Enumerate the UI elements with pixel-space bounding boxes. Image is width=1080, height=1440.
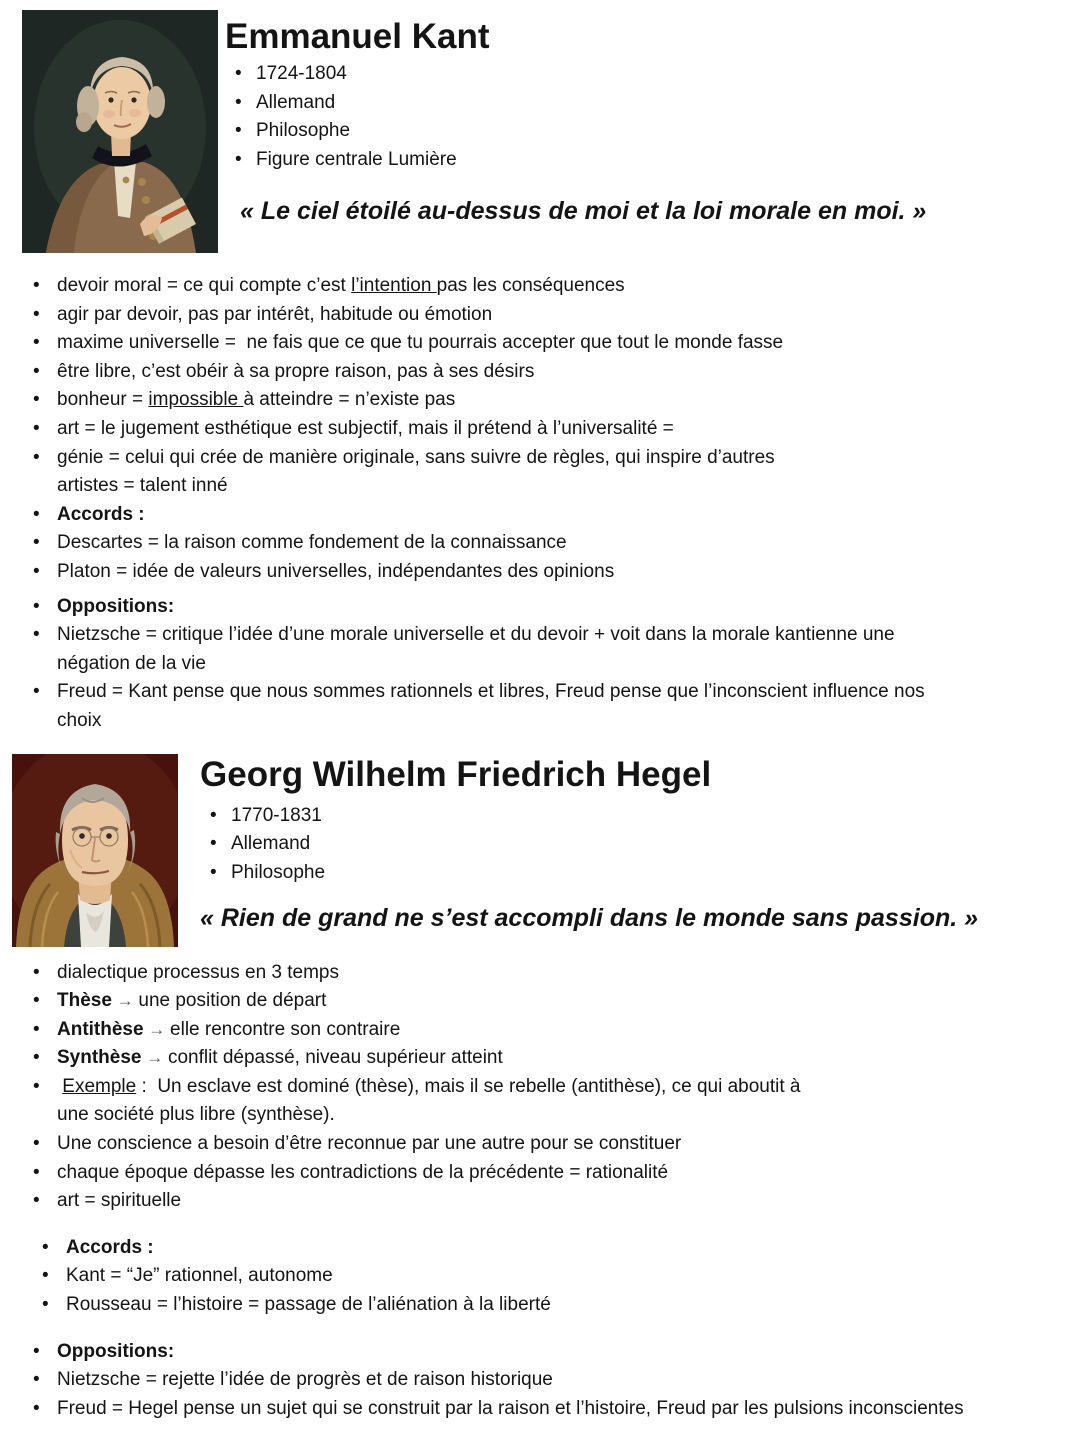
- list-item: [42, 1262, 1061, 1291]
- bullet-icon: •: [33, 1047, 40, 1069]
- list-item: [33, 1130, 1061, 1159]
- bullet-icon: •: [33, 1190, 40, 1212]
- list-item: [33, 272, 1061, 301]
- list-item-text: Nietzsche = rejette l’idée de progrès et de raison historique: [57, 1369, 553, 1391]
- bullet-icon: •: [33, 595, 40, 617]
- list-item-text: Freud = Hegel pense un sujet qui se construit par la raison et l’histoire, Freud par les pulsions inconscientes: [57, 1397, 964, 1419]
- hegel-portrait-image: [12, 754, 178, 947]
- list-item: [33, 1073, 1061, 1130]
- list-item: [210, 802, 1065, 831]
- hegel-header: [22, 754, 1065, 947]
- list-item-text: Philosophe: [256, 120, 351, 142]
- bullet-icon: •: [33, 389, 40, 411]
- kant-portrait-art: [22, 10, 218, 253]
- list-item: [33, 1159, 1061, 1188]
- page-title-hegel: Georg Wilhelm Friedrich Hegel: [200, 754, 712, 794]
- list-item-text: chaque époque dépasse les contradictions de la précédente = rationalité: [57, 1161, 669, 1183]
- list-item: [33, 593, 1061, 622]
- list-item-text: maxime universelle = ne fais que ce que tu pourrais accepter que tout le monde fasse: [57, 332, 784, 354]
- list-item-text: art = le jugement esthétique est subjectif, mais il prétend à l’universalité =: [57, 417, 674, 439]
- list-item-text: Une conscience a besoin d’être reconnue par une autre pour se constituer: [57, 1133, 682, 1155]
- page-title-kant: Emmanuel Kant: [225, 17, 490, 56]
- list-item: [33, 1044, 1061, 1073]
- list-item-text: Figure centrale Lumière: [256, 148, 457, 170]
- list-item: [210, 830, 1065, 859]
- list-item-text: 1724-1804: [256, 63, 347, 84]
- list-item-text: bonheur = impossible à atteindre = n’existe pas: [57, 389, 456, 411]
- list-item-text: Oppositions:: [57, 1340, 175, 1362]
- list-item-text: Nietzsche = critique l’idée d’une morale universelle et du devoir + voit dans la morale kantienne une négation de la vie: [57, 624, 895, 674]
- list-item: [33, 959, 1061, 988]
- list-item: [33, 987, 1061, 1016]
- list-item: [33, 301, 1061, 330]
- bullet-icon: •: [42, 1236, 49, 1258]
- list-item-text: Allemand: [231, 833, 311, 855]
- list-item: [42, 1234, 1061, 1263]
- bullet-icon: •: [42, 1294, 49, 1316]
- list-item-text: Exemple : Un esclave est dominé (thèse), mais il se rebelle (antithèse), ce qui aboutit à une société plus libre (synthèse).: [57, 1075, 801, 1126]
- bullet-icon: •: [33, 303, 40, 325]
- bullet-icon: •: [33, 1397, 40, 1419]
- list-item-text: Descartes = la raison comme fondement de la connaissance: [57, 532, 567, 554]
- bullet-icon: •: [33, 1161, 40, 1183]
- list-item-text: Platon = idée de valeurs universelles, indépendantes des opinions: [57, 560, 615, 582]
- list-item-text: Philosophe: [231, 861, 326, 883]
- bullet-icon: •: [33, 1075, 40, 1097]
- list-item: [33, 1366, 1061, 1395]
- list-item: [33, 329, 1061, 358]
- list-item-text: art = spirituelle: [57, 1190, 182, 1212]
- bullet-icon: •: [33, 624, 40, 646]
- kant-header: [22, 10, 1065, 253]
- list-item: [210, 859, 1065, 888]
- bullet-icon: •: [33, 1018, 40, 1040]
- bullet-icon: •: [33, 446, 40, 468]
- bullet-icon: •: [235, 148, 242, 170]
- list-item-text: Rousseau = l’histoire = passage de l’aliénation à la liberté: [66, 1294, 551, 1316]
- list-item: [33, 358, 1061, 387]
- list-item: [33, 501, 1061, 530]
- hegel-facts-list: [200, 802, 1065, 888]
- list-item-text: Allemand: [256, 91, 336, 113]
- hegel-header-text: [200, 754, 1065, 934]
- list-item: [235, 89, 1065, 118]
- list-item: [235, 60, 1065, 89]
- bullet-icon: •: [210, 833, 217, 855]
- bullet-icon: •: [33, 681, 40, 703]
- bullet-icon: •: [33, 990, 40, 1012]
- list-item-text: génie = celui qui crée de manière originale, sans suivre de règles, qui inspire d’autres artistes = talent inné: [57, 446, 775, 497]
- bullet-icon: •: [33, 1369, 40, 1391]
- bullet-icon: •: [33, 275, 40, 296]
- list-item: [33, 678, 1061, 735]
- list-item: [42, 1291, 1061, 1320]
- hegel-quote: « Rien de grand ne s’est accompli dans le monde sans passion. »: [200, 904, 979, 933]
- list-item-text: Accords :: [66, 1236, 154, 1258]
- list-item: [235, 146, 1065, 175]
- list-item-text: dialectique processus en 3 temps: [57, 961, 339, 983]
- bullet-icon: •: [33, 503, 40, 525]
- hegel-points-list: [22, 959, 1065, 1424]
- list-item-text: Thèse → une position de départ: [57, 990, 327, 1012]
- bullet-icon: •: [33, 560, 40, 582]
- bullet-icon: •: [235, 91, 242, 113]
- list-item-text: Kant = “Je” rationnel, autonome: [66, 1265, 333, 1287]
- bullet-icon: •: [33, 1133, 40, 1155]
- list-item: [33, 415, 1061, 444]
- list-item: [33, 621, 1061, 678]
- bullet-icon: •: [33, 332, 40, 354]
- list-item: [33, 1395, 1061, 1424]
- bullet-icon: •: [210, 804, 217, 826]
- list-item-text: Antithèse → elle rencontre son contraire: [57, 1018, 401, 1040]
- bullet-icon: •: [33, 961, 40, 983]
- bullet-icon: •: [33, 1340, 40, 1362]
- list-item: [33, 444, 1061, 501]
- section-hegel: [22, 754, 1065, 1424]
- kant-header-text: [225, 10, 1065, 226]
- bullet-icon: •: [33, 417, 40, 439]
- list-item: [33, 1016, 1061, 1045]
- kant-quote: « Le ciel étoilé au-dessus de moi et la loi morale en moi. »: [240, 197, 927, 226]
- kant-points-list: [22, 272, 1065, 736]
- list-item: [33, 558, 1061, 587]
- bullet-icon: •: [33, 360, 40, 382]
- list-item: [33, 386, 1061, 415]
- list-item-text: agir par devoir, pas par intérêt, habitude ou émotion: [57, 303, 493, 325]
- bullet-icon: •: [42, 1265, 49, 1287]
- bullet-icon: •: [235, 120, 242, 142]
- section-kant: [22, 10, 1065, 736]
- kant-portrait-image: [22, 10, 218, 253]
- list-item-text: Oppositions:: [57, 595, 175, 617]
- hegel-portrait-art: [12, 754, 178, 947]
- bullet-icon: •: [33, 532, 40, 554]
- list-item: [33, 1338, 1061, 1367]
- list-item-text: être libre, c’est obéir à sa propre raison, pas à ses désirs: [57, 360, 535, 382]
- bullet-icon: •: [210, 861, 217, 883]
- list-item-text: 1770-1831: [231, 804, 322, 826]
- list-item: [235, 117, 1065, 146]
- kant-facts-list: [225, 60, 1065, 174]
- list-item-text: devoir moral = ce qui compte c’est l’intention pas les conséquences: [57, 275, 625, 296]
- list-item: [33, 1187, 1061, 1216]
- list-item-text: Freud = Kant pense que nous sommes rationnels et libres, Freud pense que l’inconscient influence nos choix: [57, 681, 925, 731]
- list-item-text: Accords :: [57, 503, 145, 525]
- list-item: [33, 529, 1061, 558]
- list-item-text: Synthèse → conflit dépassé, niveau supérieur atteint: [57, 1047, 503, 1069]
- bullet-icon: •: [235, 63, 242, 84]
